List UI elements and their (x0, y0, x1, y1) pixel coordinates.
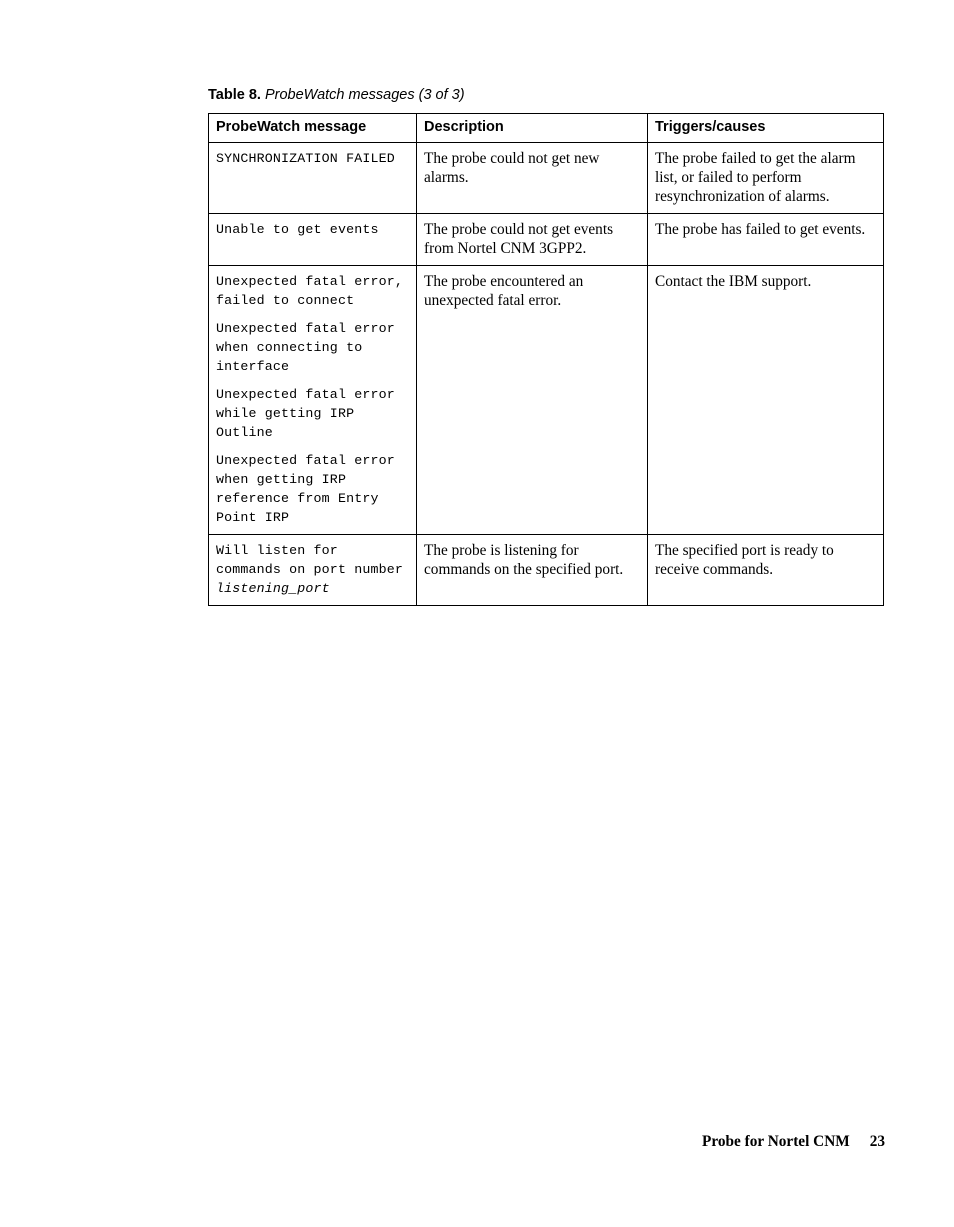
probewatch-message (216, 149, 409, 168)
table-row (209, 143, 884, 214)
table-row (209, 214, 884, 266)
description-cell: The probe encountered an unexpected fatal error. (417, 266, 648, 535)
probewatch-messages-table (208, 113, 884, 606)
column-header-message: ProbeWatch message (209, 114, 417, 143)
probewatch-message (216, 220, 409, 239)
message-text: Unexpected fatal error, failed to connect (216, 274, 403, 308)
probewatch-message (216, 319, 409, 376)
message-text: Unexpected fatal error while getting IRP Outline (216, 387, 395, 440)
probewatch-message (216, 385, 409, 442)
column-header-triggers: Triggers/causes (648, 114, 884, 143)
triggers-cell: The probe has failed to get events. (648, 214, 884, 266)
page-footer (702, 1133, 885, 1151)
column-header-description: Description (417, 114, 648, 143)
page-number: 23 (869, 1133, 885, 1150)
probewatch-message (216, 541, 409, 598)
message-text: Unexpected fatal error when connecting to interface (216, 321, 395, 374)
table-caption-text: ProbeWatch messages (3 of 3) (264, 87, 465, 103)
table-caption (208, 86, 465, 104)
message-text: Unexpected fatal error when getting IRP reference from Entry Point IRP (216, 453, 395, 525)
description-cell: The probe could not get events from Nortel CNM 3GPP2. (417, 214, 648, 266)
table-caption-label: Table 8. (208, 87, 261, 103)
message-text: Will listen for commands on port number (216, 543, 403, 577)
message-cell (209, 266, 417, 535)
description-cell: The probe is listening for commands on the specified port. (417, 535, 648, 606)
description-cell: The probe could not get new alarms. (417, 143, 648, 214)
message-cell (209, 535, 417, 606)
probewatch-message (216, 451, 409, 527)
table-header-row (209, 114, 884, 143)
triggers-cell: The specified port is ready to receive commands. (648, 535, 884, 606)
message-cell (209, 143, 417, 214)
message-cell (209, 214, 417, 266)
table-row (209, 535, 884, 606)
triggers-cell: Contact the IBM support. (648, 266, 884, 535)
footer-title: Probe for Nortel CNM (702, 1133, 850, 1150)
probewatch-message (216, 272, 409, 310)
triggers-cell: The probe failed to get the alarm list, or failed to perform resynchronization of alarms. (648, 143, 884, 214)
message-variable: listening_port (216, 581, 330, 596)
message-text: Unable to get events (216, 222, 379, 237)
message-text: SYNCHRONIZATION FAILED (216, 151, 395, 166)
table-row (209, 266, 884, 535)
